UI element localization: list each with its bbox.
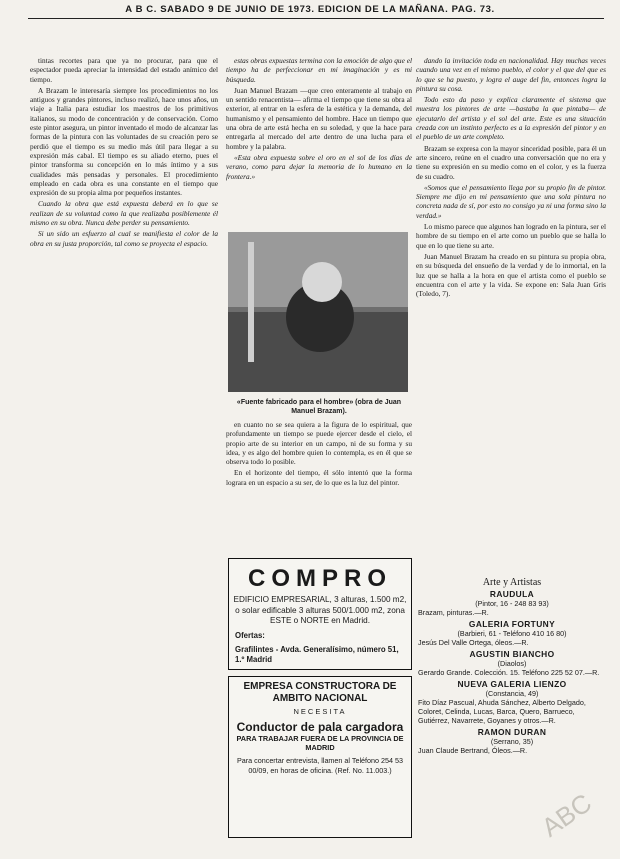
- article-quote: «Esta obra expuesta sobre el oro en el sol de los días de verano, como para dejar la memoria de lo humano en la frontera.»: [226, 152, 412, 181]
- gallery-description: Gerardo Grande. Colección. 15. Teléfono 225 52 07.—R.: [418, 668, 600, 677]
- article-column-3: [416, 56, 606, 300]
- article-paragraph: tintas recortes para que ya no procurar, para que el espectador pueda apreciar la intensidad del estado anímico del tiempo.: [30, 56, 218, 84]
- article-paragraph: en cuanto no se sea quiera a la figura de lo espiritual, que profundamente un tiempo se puede ejercer desde el cielo, el propio arte de su interior en un campo, ni de su forma y su idea, y es algo del hombre quien lo contempla, es en él que se observa todo lo posible.: [226, 420, 412, 467]
- ad-empresa-constructora: [228, 676, 412, 838]
- ad-compro-offers-label: Ofertas:: [235, 630, 265, 640]
- gallery-address: (Constancia, 49): [485, 689, 539, 698]
- gallery-description: Juan Claude Bertrand, Óleos.—R.: [418, 746, 528, 755]
- article-paragraph: dando la invitación toda en nacionalidad. Hay muchas veces cuando una vez en el mismo pueblo, el color y el que del que es lo que se ha puesto, y logra el auge del fin, entonces logra la pintura su cosa.: [416, 56, 606, 93]
- arte-section-title: Arte y Artistas: [482, 577, 542, 588]
- ad-empresa-necesita: NECESITA: [293, 707, 347, 716]
- abc-watermark: ABC: [535, 787, 597, 843]
- article-paragraph: Lo mismo parece que algunos han logrado en la pintura, ser el hombre de su tiempo en el arte como un pueblo que se halla lo que en lo que tiene su arte.: [416, 222, 606, 250]
- ad-empresa-subtitle: PARA TRABAJAR FUERA DE LA PROVINCIA DE MADRID: [236, 734, 404, 752]
- article-paragraph: Juan Manuel Brazam —que creo enteramente al trabajo en un sentido renacentista— afirma el tiempo que tiene su obra al exterior, al entrar en la esfera de la estética y la demanda, del humanismo y el pensamiento del hombre. Hace un tiempo que una obra de arte está hecha en su soledad, y que la hace para entregarla al mercado del arte dentro de una lucha para el hombre y la palabra.: [226, 85, 412, 151]
- header-rule: [28, 18, 604, 19]
- article-paragraph: estas obras expuestas termina con la emoción de algo que el tiempo ha de perfeccionar en mi imaginación y es mi búsqueda.: [226, 56, 412, 84]
- arte-y-artistas-section: [418, 578, 606, 755]
- sculpture-photo: [228, 232, 408, 392]
- article-paragraph: A Brazam le interesaría siempre los procedimientos no los antiguos y grandes pintores, incluso realizó, hace unos años, un viaje a Italia para estudiar los maestros de los primitivos italianos, su modo de concentración y de conservación. Como este pintor asegura, un pintor inventado el modo de alcanzar las formas de la pintura con las voluntades de su creación pero se perdió que el tiempo es su medio más útil para llegar a su expresión más cabal. El tiempo es su aliado eterno, pues el pintor transforma su concepción en lo más íntimo y a sus cualidades más pensadas y personales. El procedimiento empleado en cada obra es una constante en el tiempo que expresión de su propia alma por pequeños instantes.: [30, 85, 218, 198]
- ad-empresa-title: EMPRESA CONSTRUCTORA DE AMBITO NACIONAL: [243, 681, 397, 704]
- article-paragraph: Cuando la obra que está expuesta deberá en lo que se realizan de su voluntad como la que realizaba posiblemente él mismo en su obra. Nunca debe perder su pensamiento.: [30, 199, 218, 228]
- photo-caption: «Fuente fabricado para el hombre» (obra de Juan Manuel Brazam).: [236, 399, 402, 415]
- gallery-name: AGUSTIN BIANCHO: [469, 649, 555, 659]
- gallery-address: (Serrano, 35): [490, 737, 534, 746]
- article-column-1: [30, 56, 218, 250]
- gallery-name: RAUDULA: [489, 589, 535, 599]
- article-paragraph: «Somos que el pensamiento llega por su propio fin de pintor. Siempre me dijo en mi pensamiento que una sola pintura no concreta nada de sí, por esto no consigo ya ni una forma sino la verdad.»: [416, 182, 606, 220]
- gallery-address: (Diaolos): [497, 659, 527, 668]
- gallery-name: GALERIA FORTUNY: [468, 619, 556, 629]
- article-paragraph: Todo esto da paso y explica claramente el sistema que muestra los pintores de arte —bastaba la que pintaba— de ejecutarlo del artista y el sol del arte. Este es una situación creada con un instinto perfecto es a la expresión del pintor y en el pueblo de un arte completo.: [416, 95, 606, 142]
- article-column-2: [226, 56, 412, 183]
- gallery-name: NUEVA GALERIA LIENZO: [457, 679, 567, 689]
- article-paragraph: En el horizonte del tiempo, él sólo intentó que la forma lograra en un espacio a su ser, de lo que es la luz del pintor.: [226, 468, 412, 487]
- gallery-name: RAMON DURAN: [477, 727, 547, 737]
- gallery-description: Jesús Del Valle Ortega, óleos.—R.: [418, 638, 529, 647]
- ad-empresa-headline: Conductor de pala cargadora: [236, 720, 404, 734]
- ad-compro-body: EDIFICIO EMPRESARIAL, 3 alturas, 1.500 m2, o solar edificable 3 alturas 500/1.000 m2, zona ESTE o NORTE en Madrid.: [233, 595, 407, 625]
- gallery-address: (Pintor, 16 - 248 83 93): [475, 599, 549, 608]
- article-paragraph: Brazam se expresa con la mayor sinceridad posible, para él un arte sincero, reúne en el cuadro una conversación que no era y tiene su expresión en su medio como en el color, y es la fuerza de su cuadro.: [416, 143, 606, 181]
- article-paragraph: Juan Manuel Brazam ha creado en su pintura su propia obra, en su búsqueda del ensueño de la verdad y de lo inmortal, en la luz que se halla a la hora en que el artista como el pueblo se encuentra con el arte y la vida. Se expone en: Sala Juan Gris (Toledo, 7).: [416, 251, 606, 299]
- article-paragraph: Si un sido un esfuerzo al cual se manifiesta el color de la obra en su justa proporción, tal como se proyecta el espacio.: [30, 229, 218, 248]
- page-header: A B C. SABADO 9 DE JUNIO DE 1973. EDICION DE LA MAÑANA. PAG. 73.: [125, 4, 495, 15]
- ad-empresa-body: Para concertar entrevista, llamen al Teléfono 254 53 00/09, en horas de oficina. (Ref. No. 11.003.): [236, 756, 404, 775]
- ad-compro-title: COMPRO: [248, 565, 392, 592]
- ad-compro: [228, 558, 412, 670]
- gallery-description: Brazam, pinturas.—R.: [418, 608, 489, 617]
- ad-compro-address: Grafilintes - Avda. Generalísimo, número 51, 1.º Madrid: [235, 644, 399, 664]
- gallery-description: Fito Díaz Pascual, Ahuda Sánchez, Alberto Delgado, Coloret, Celinda, Lucas, Barca, Quero, Barrueco, Gutiérrez, Navarrete, Goyanes y otros.—R.: [418, 698, 586, 725]
- article-column-2-continued: [226, 420, 412, 489]
- gallery-address: (Barbieri, 61 - Teléfono 410 16 80): [457, 629, 567, 638]
